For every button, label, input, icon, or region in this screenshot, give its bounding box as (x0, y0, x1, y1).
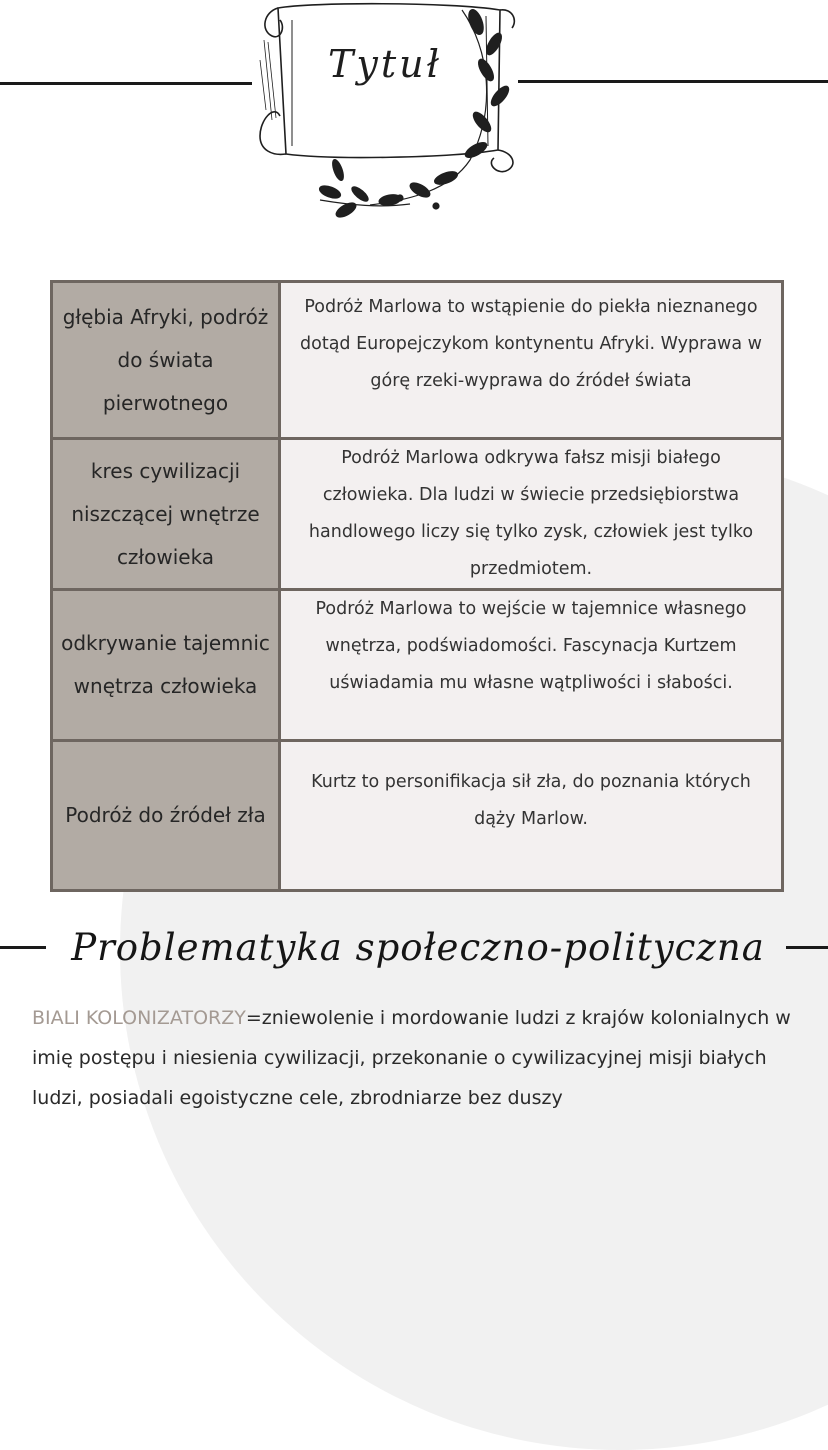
title-emblem (250, 0, 520, 225)
section-title: Problematyka społeczno-polityczna (71, 925, 765, 969)
section-line-left (0, 946, 46, 949)
emblem-title: Tytuł (328, 42, 442, 86)
section-line-right (786, 946, 828, 949)
scroll-laurel-illustration (250, 0, 520, 225)
table-cell-description: Podróż Marlowa to wstąpienie do piekła nieznanego dotąd Europejczykom kontynentu Afryki. Wyprawa w górę rzeki-wyprawa do źródeł świata (281, 283, 781, 437)
table-row (53, 591, 781, 739)
table-cell-motif: kres cywilizacji niszczącej wnętrze człowieka (53, 440, 281, 588)
header-line-right (518, 80, 828, 83)
table-row (53, 440, 781, 588)
highlight-term: BIALI KOLONIZATORZY (32, 1007, 246, 1029)
table-row (53, 283, 781, 437)
motifs-table (50, 280, 784, 892)
table-cell-description: Podróż Marlowa odkrywa fałsz misji białego człowieka. Dla ludzi w świecie przedsiębiorstwa handlowego liczy się tylko zysk, człowiek jest tylko przedmiotem. (281, 440, 781, 588)
table-cell-motif: głębia Afryki, podróż do świata pierwotnego (53, 283, 281, 437)
table-cell-motif: Podróż do źródeł zła (53, 742, 281, 889)
paragraph-text: =zniewolenie i mordowanie ludzi z krajów kolonialnych w imię postępu i niesienia cywilizacji, przekonanie o cywilizacyjnej misji białych ludzi, posiadali egoistyczne cele, zbrodniarze bez duszy (32, 1007, 791, 1109)
table-cell-description: Podróż Marlowa to wejście w tajemnice własnego wnętrza, podświadomości. Fascynacja Kurtzem uświadamia mu własne wątpliwości i słabości. (281, 591, 781, 739)
section-paragraph (32, 998, 802, 1118)
table-row (53, 742, 781, 889)
table-cell-description: Kurtz to personifikacja sił zła, do poznania których dąży Marlow. (281, 742, 781, 889)
table-cell-motif: odkrywanie tajemnic wnętrza człowieka (53, 591, 281, 739)
header-line-left (0, 82, 252, 85)
